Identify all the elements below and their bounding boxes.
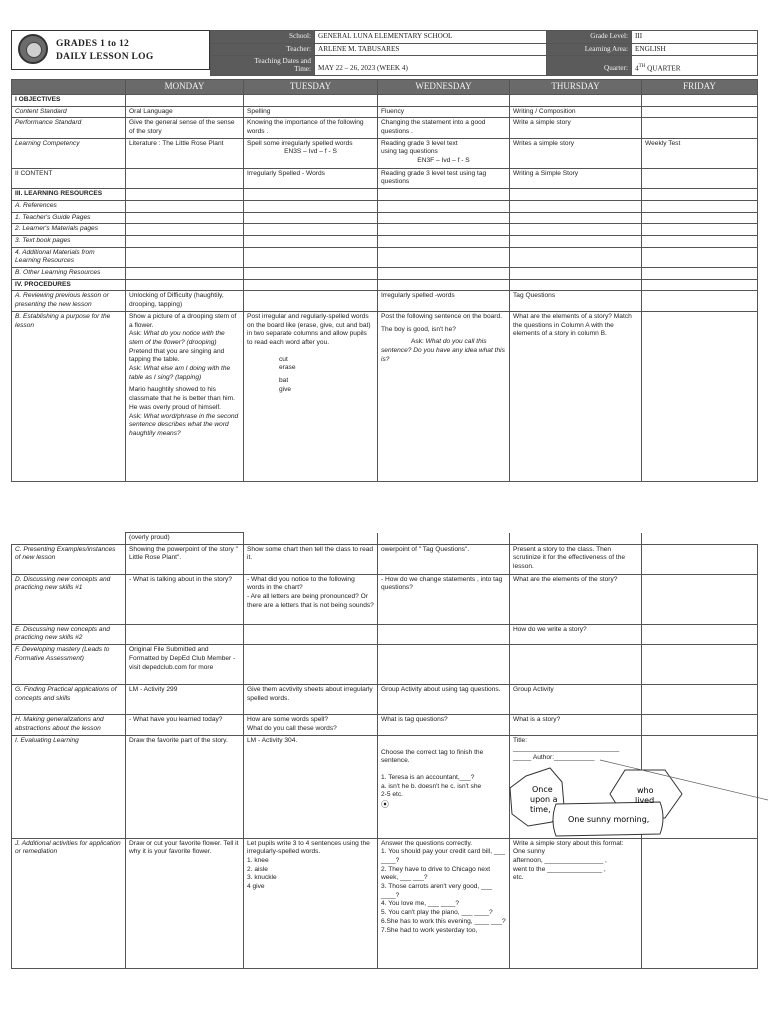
purpose-tue: Post irregular and regularly-spelled words on the board like (erase, give, cut and bat) in two separate columns and allow pupils to read each word after you. cut erase bat give [244, 311, 378, 481]
evaluating-wed: Choose the correct tag to finish the sentence. 1. Teresa is an accountant,___? a. isn't he b. doesn't he c. isn't she 2-5 etc. ⦿ [378, 735, 510, 838]
additional-materials-label: 4. Additional Materials from Learning Resources [12, 247, 126, 267]
additional-tue: Let pupils write 3 to 4 sentences using the irregularly-spelled words. 1. knee 2. aisle 3. knuckle 4 give [244, 838, 378, 968]
learning-competency-thu: Writes a simple story [510, 138, 642, 168]
discussing1-tue: - What did you notice to the following words in the chart? - Are all letters are being pronounced? Or there are a letters that is not being sounds? [244, 574, 378, 624]
story-shapes-graphic [500, 758, 768, 848]
generalizations-wed: What is tag questions? [378, 715, 510, 735]
day-header-monday: MONDAY [126, 80, 244, 95]
evaluating-thu: Title: _____________________________ _____ Author:___________ [510, 735, 642, 838]
review-thu: Tag Questions [510, 291, 642, 311]
performance-standard-thu: Write a simple story [510, 118, 642, 138]
content-standard-mon: Oral Language [126, 106, 244, 118]
review-label: A. Reviewing previous lesson or presenting the new lesson [12, 291, 126, 311]
learning-competency-mon: Literature : The Little Rose Plant [126, 138, 244, 168]
school-label: School: [211, 31, 315, 44]
dates-value: MAY 22 – 26, 2023 (WEEK 4) [315, 56, 547, 76]
performance-standard-tue: Knowing the importance of the following words . [244, 118, 378, 138]
practical-wed: Group Activity about using tag questions. [378, 685, 510, 715]
lesson-log-table-page2 [11, 532, 758, 969]
shape-text-who: who lived [635, 786, 655, 805]
generalizations-mon: - What have you learned today? [126, 715, 244, 735]
performance-standard-mon: Give the general sense of the sense of the story [126, 118, 244, 138]
practical-label: G. Finding Practical applications of concepts and skills [12, 685, 126, 715]
generalizations-tue: How are some words spell? What do you call these words? [244, 715, 378, 735]
references-label: A. References [12, 200, 126, 212]
discussing1-mon: - What is talking about in the story? [126, 574, 244, 624]
dates-label: Teaching Dates and Time: [211, 56, 315, 76]
purpose-label: B. Establishing a purpose for the lesson [12, 311, 126, 481]
discussing2-label: E. Discussing new concepts and practicing new skills #2 [12, 624, 126, 644]
deped-seal-logo [18, 34, 48, 64]
evaluating-label: I. Evaluating Learning [12, 735, 126, 838]
grade-label: Grade Level: [547, 31, 632, 44]
learning-competency-label: Learning Competency [12, 138, 126, 168]
day-header-friday: FRIDAY [642, 80, 758, 95]
generalizations-label: H. Making generalizations and abstractions about the lesson [12, 715, 126, 735]
practical-tue: Give them acvtivity sheets about irregularly spelled words. [244, 685, 378, 715]
presenting-wed: owerpoint of " Tag Questions". [378, 544, 510, 574]
discussing2-thu: How do we write a story? [510, 624, 642, 644]
shape-text-sunny: One sunny morning, [568, 815, 650, 824]
continued-mon: (overly proud) [126, 533, 244, 545]
review-mon: Unlocking of Difficulty (haughtily, drooping, tapping) [126, 291, 244, 311]
content-thu: Writing a Simple Story [510, 168, 642, 188]
mastery-label: F. Developing mastery (Leads to Formative Assessment) [12, 645, 126, 685]
area-value: ENGLISH [632, 43, 758, 56]
radio-option[interactable]: ⦿ [381, 800, 389, 810]
shape-text-once: Once upon a time, [530, 785, 558, 814]
title-grades: GRADES 1 to 12 [56, 39, 130, 49]
additional-wed: Answer the questions correctly. 1. You should pay your credit card bill, ___ ____? 2. They have to drive to Chicago next week, ___ ___? 3. Those carrots aren't very good, ___ ____? 4. You love me, ___ ____? 5. You can't play the piano, ___ ____? 6.She has to work this evening, ____ ___? 7.She had to work yesterday too, [378, 838, 510, 968]
learners-materials-label: 2. Learner's Materials pages [12, 224, 126, 236]
learning-competency-wed: Reading grade 3 level text using tag questions EN3F – Ivd – f - S [378, 138, 510, 168]
textbook-pages-label: 3. Text book pages [12, 235, 126, 247]
learning-competency-fri: Weekly Test [642, 138, 758, 168]
purpose-thu: What are the elements of a story? Match the questions in Column A with the elements of a story in column B. [510, 311, 642, 481]
mastery-mon: Original File Submitted and Formatted by DepEd Club Member - visit depedclub.com for more [126, 645, 244, 685]
content-standard-wed: Fluency [378, 106, 510, 118]
purpose-mon: Show a picture of a drooping stem of a flower. Ask: What do you notice with the stem of the flower? (drooping) Pretend that you are singing and tapping the table. Ask: What else am I doing with the table as I sing? (tapping) Mario haughtily showed to his classmate that he is better than him. He was overly proud of himself. Ask: What word/phrase in the second sentence describes what the word haughtily means? [126, 311, 244, 481]
content-tue: Irregularly Spelled - Words [244, 168, 378, 188]
performance-standard-wed: Changing the statement into a good questions . [378, 118, 510, 138]
title-dll: DAILY LESSON LOG [56, 52, 154, 62]
practical-thu: Group Activity [510, 685, 642, 715]
review-wed: Irregularly spelled -words [378, 291, 510, 311]
content-wed: Reading grade 3 level test using tag questions [378, 168, 510, 188]
teacher-value: ARLENE M. TABUSARES [315, 43, 547, 56]
content-standard-tue: Spelling [244, 106, 378, 118]
additional-mon: Draw or cut your favorite flower. Tell it why it is your favorite flower. [126, 838, 244, 968]
additional-thu: Write a simple story about this format: One sunny afternoon, ________________ , went to the _______________ , etc. [510, 838, 642, 968]
learning-competency-tue: Spell some irregularly spelled words EN3S – Ivd – f - S [244, 138, 378, 168]
school-value: GENERAL LUNA ELEMENTARY SCHOOL [315, 31, 547, 44]
content-standard-thu: Writing / Composition [510, 106, 642, 118]
other-resources-label: B. Other Learning Resources [12, 268, 126, 280]
performance-standard-label: Performance Standard [12, 118, 126, 138]
discussing1-label: D. Discussing new concepts and practicing new skills #1 [12, 574, 126, 624]
discussing1-wed: - How do we change statements , into tag questions? [378, 574, 510, 624]
teacher-label: Teacher: [211, 43, 315, 56]
presenting-tue: Show some chart then tell the class to read it. [244, 544, 378, 574]
content-label: II CONTENT [12, 168, 126, 188]
learning-resources-label: III. LEARNING RESOURCES [12, 189, 126, 201]
day-header-tuesday: TUESDAY [244, 80, 378, 95]
objectives-label: I OBJECTIVES [12, 94, 126, 106]
quarter-value: 4TH QUARTER [632, 56, 758, 76]
header-info-table [210, 30, 758, 76]
discussing1-thu: What are the elements of the story? [510, 574, 642, 624]
evaluating-mon: Draw the favorite part of the story. [126, 735, 244, 838]
day-header-thursday: THURSDAY [510, 80, 642, 95]
quarter-label: Quarter: [547, 56, 632, 76]
additional-label: J. Additional activities for application or remediation [12, 838, 126, 968]
purpose-wed: Post the following sentence on the board. The boy is good, isn't he? Ask: What do you call this sentence? Do you have any idea what this is? [378, 311, 510, 481]
area-label: Learning Area: [547, 43, 632, 56]
logo-title-box [11, 30, 210, 70]
day-header-wednesday: WEDNESDAY [378, 80, 510, 95]
evaluating-tue: LM - Activity 304. [244, 735, 378, 838]
practical-mon: LM - Activity 299 [126, 685, 244, 715]
corner-cell [12, 80, 126, 95]
presenting-mon: Showing the powerpoint of the story " Little Rose Plant". [126, 544, 244, 574]
presenting-thu: Present a story to the class. Then scrutinize it for the effectiveness of the lesson. [510, 544, 642, 574]
generalizations-thu: What is a story? [510, 715, 642, 735]
content-standard-label: Content Standard [12, 106, 126, 118]
grade-value: III [632, 31, 758, 44]
procedures-label: IV. PROCEDURES [12, 279, 126, 291]
lesson-log-table-page1 [11, 79, 758, 482]
teachers-guide-label: 1. Teacher's Guide Pages [12, 212, 126, 224]
presenting-label: C. Presenting Examples/instances of new lesson [12, 544, 126, 574]
